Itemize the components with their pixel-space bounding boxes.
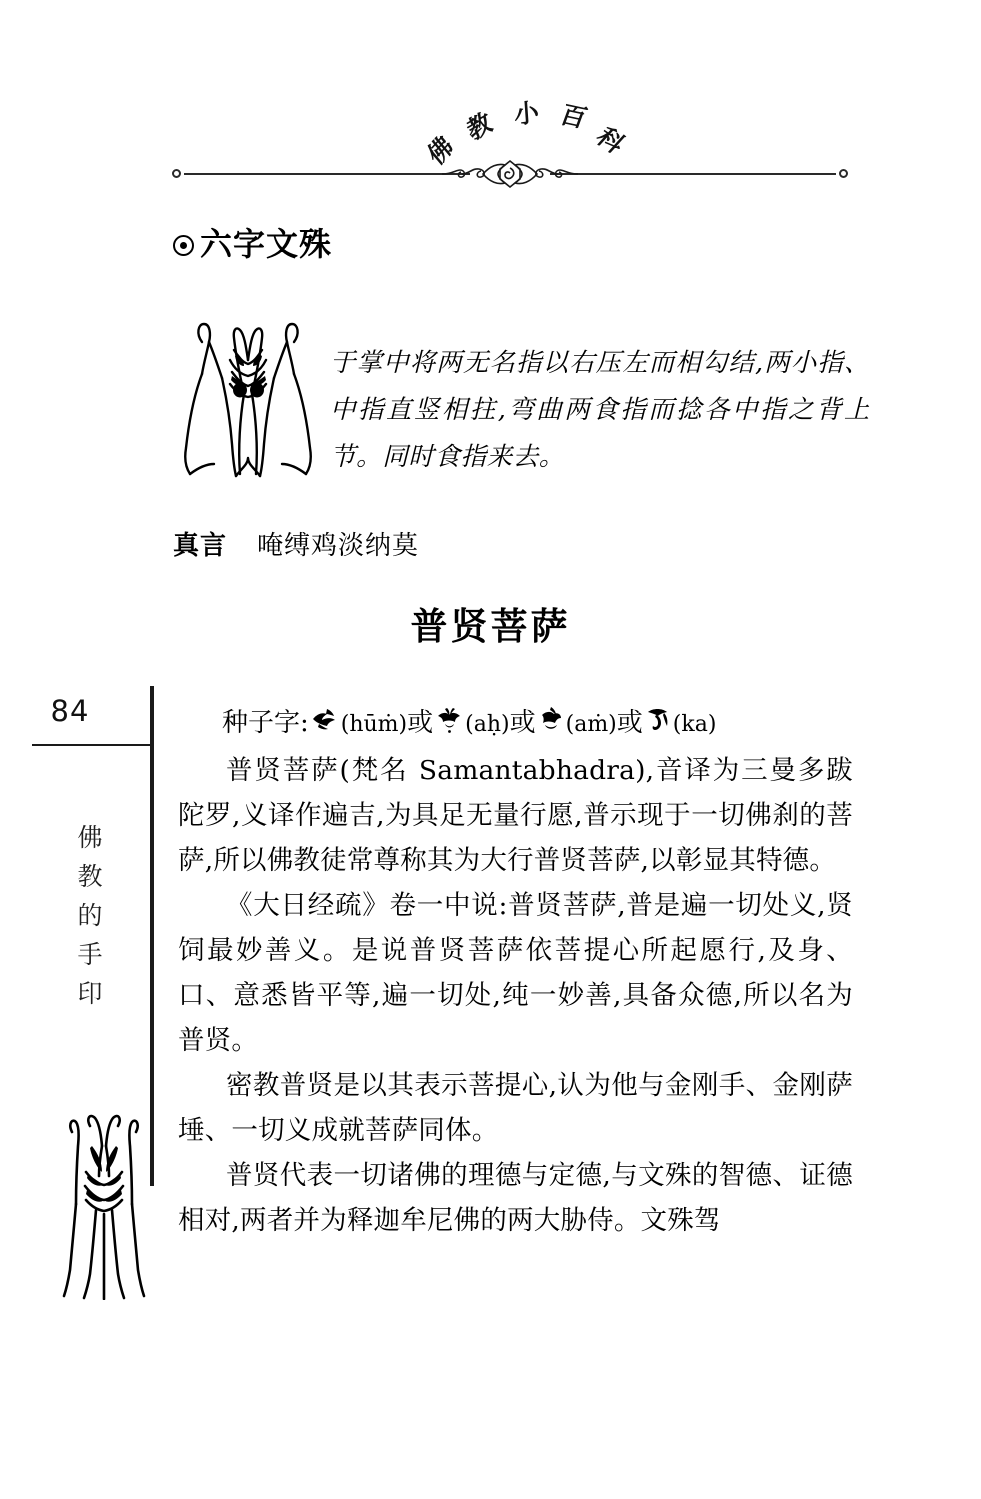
section-heading <box>173 225 333 263</box>
mudra-description-text: 于掌中将两无名指以右压左而相勾结,两小指、中指直竖相拄,弯曲两食指而捻各中指之背上节。同时食指来去。 <box>330 348 870 472</box>
mantra-line <box>173 525 419 562</box>
seed-roman-2: (aṁ) <box>565 712 617 737</box>
body-paragraph: 普贤代表一切诸佛的理德与定德,与文殊的智德、证德相对,两者并为释迦牟尼佛的两大胁侍。文殊驾 <box>178 1160 853 1236</box>
seed-roman-1: (aḥ) <box>465 712 510 737</box>
body-paragraph: 普贤菩萨(梵名 Samantabhadra),音译为三曼多跋陀罗,义译作遍吉,为具足无量行愿,普示现于一切佛刹的菩萨,所以佛教徒常尊称其为大行普贤菩萨,以彰显其特德。 <box>178 755 853 876</box>
ah-siddham-glyph-icon <box>434 703 464 733</box>
margin-column <box>0 686 152 1306</box>
section-heading-text: 六字文殊 <box>200 225 333 263</box>
seed-roman-0: (hūṁ) <box>340 712 408 737</box>
seed-separator: 或 <box>407 708 434 738</box>
hum-siddham-glyph-icon <box>310 703 340 733</box>
ka-siddham-glyph-icon <box>644 703 672 733</box>
floral-scroll-ornament-icon <box>442 160 578 188</box>
seed-separator: 或 <box>509 708 536 738</box>
arched-title-char: 佛 <box>422 129 459 172</box>
rule-end-cap-right-icon <box>839 169 848 178</box>
rule-segment-left <box>184 173 470 175</box>
mantra-label: 真言 <box>173 531 228 561</box>
header-ornamental-rule <box>170 161 850 187</box>
two-hands-mudra-illustration <box>178 298 318 478</box>
seed-line-label: 种子字: <box>222 708 309 738</box>
body-column <box>178 700 853 1243</box>
column-divider-rule <box>150 686 154 1186</box>
rule-end-cap-left-icon <box>172 169 181 178</box>
body-paragraph: 密教普贤是以其表示菩提心,认为他与金刚手、金刚萨埵、一切义成就菩萨同体。 <box>178 1070 853 1146</box>
page-title: 普贤菩萨 <box>410 605 571 648</box>
page-number: 84 <box>50 694 90 728</box>
arched-title-char: 科 <box>590 122 631 159</box>
arched-book-series-title <box>170 88 850 172</box>
rule-segment-right <box>550 173 836 175</box>
margin-running-title: 佛教的手印 <box>74 824 103 1019</box>
am-siddham-glyph-icon <box>537 703 565 733</box>
body-paragraph: 《大日经疏》卷一中说:普贤菩萨,普是遍一切处义,贤饲最妙善义。是说普贤菩萨依菩提心所起愿行,及身、口、意悉皆平等,遍一切处,纯一妙善,具备众德,所以名为普贤。 <box>178 890 853 1056</box>
bullseye-bullet-icon <box>173 235 194 256</box>
seed-separator: 或 <box>616 708 643 738</box>
arched-title-char: 教 <box>463 106 496 147</box>
seed-roman-3: (ka) <box>672 712 717 737</box>
seed-syllable-line <box>178 700 853 748</box>
small-joined-hands-mudra-illustration <box>52 1110 156 1300</box>
arched-title-char: 小 <box>513 96 540 131</box>
running-head <box>170 88 850 188</box>
mantra-text: 唵缚鸡淡纳莫 <box>257 531 420 561</box>
arched-title-char: 百 <box>556 100 591 133</box>
margin-divider-rule <box>32 744 152 746</box>
